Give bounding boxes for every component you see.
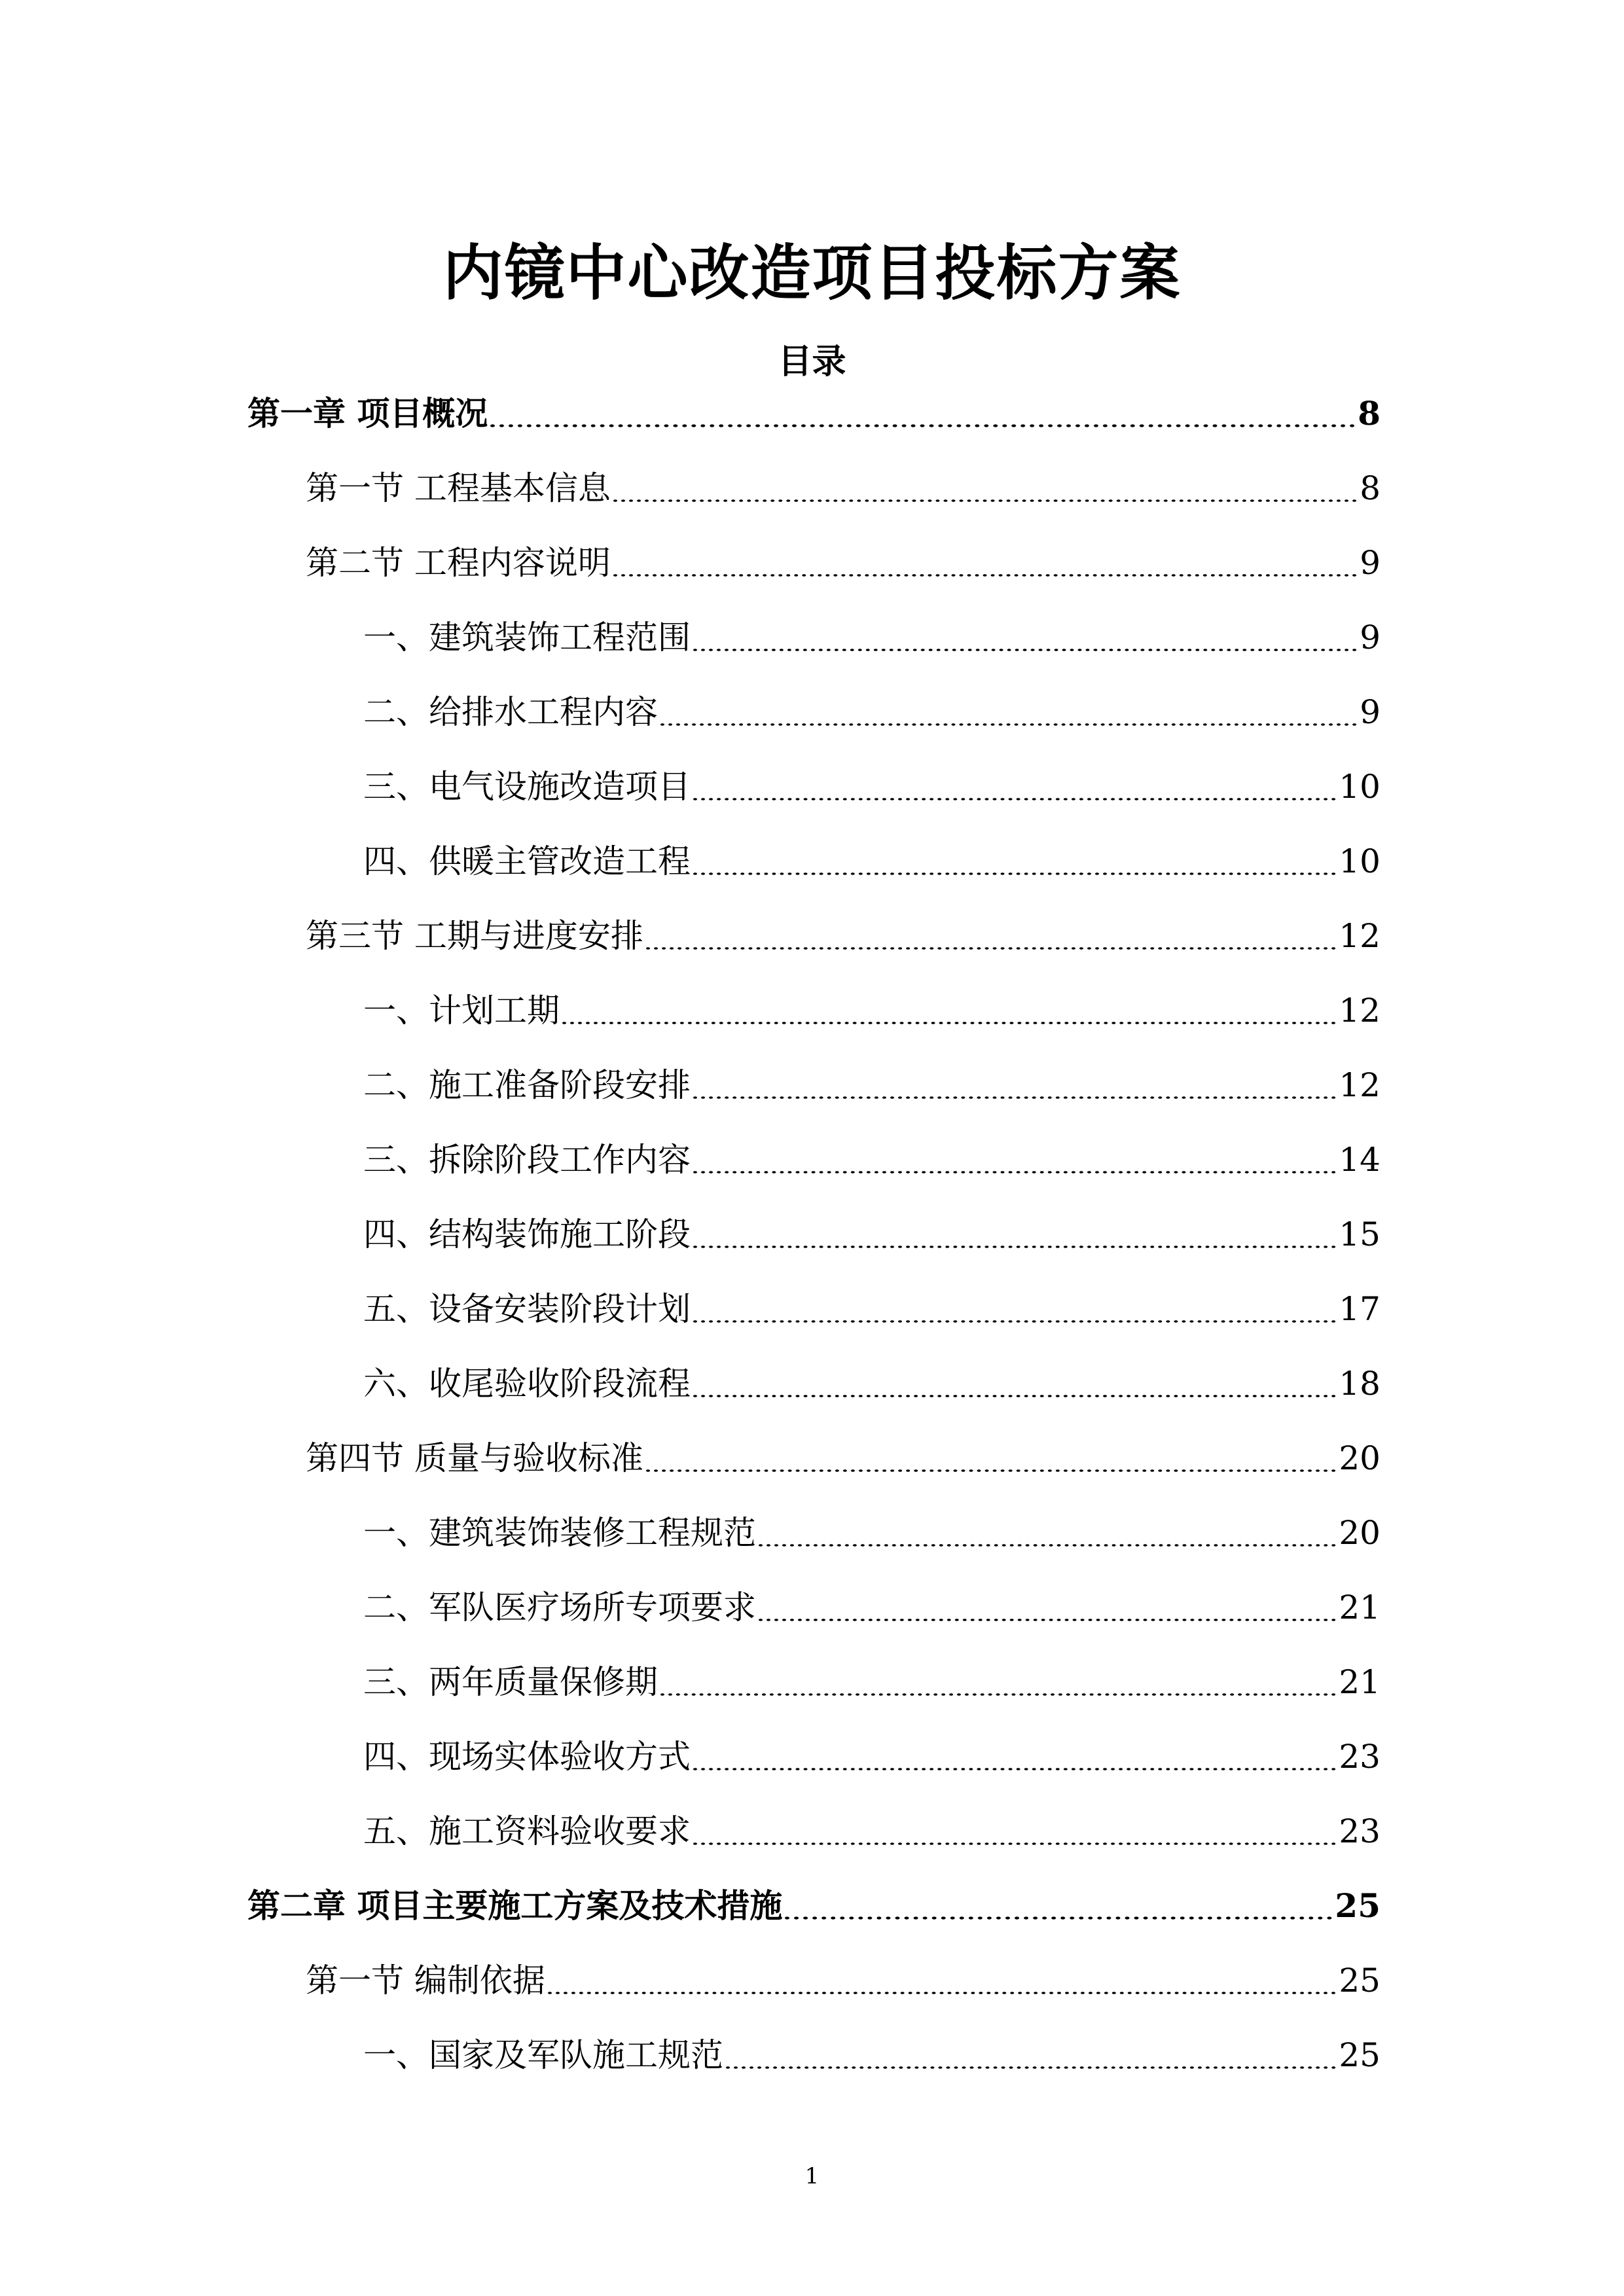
toc-dot-leader <box>693 649 1357 651</box>
toc-entry-page: 23 <box>1339 1738 1380 1776</box>
toc-entry-page: 12 <box>1339 992 1380 1030</box>
toc-entry-label: 一、计划工期 <box>363 992 560 1030</box>
toc-dot-leader <box>490 424 1355 427</box>
toc-dot-leader <box>548 1992 1336 1994</box>
toc-entry-section[interactable] <box>306 910 1380 962</box>
toc-entry-page: 20 <box>1339 1514 1380 1552</box>
toc-entry-label: 三、两年质量保修期 <box>363 1663 658 1701</box>
toc-entry-page: 8 <box>1358 394 1380 433</box>
toc-entry-label: 第一节 编制依据 <box>306 1962 545 2000</box>
toc-dot-leader <box>693 1395 1336 1397</box>
toc-entry-page: 17 <box>1339 1290 1380 1328</box>
toc-entry-item[interactable] <box>363 984 1380 1037</box>
toc-entry-item[interactable] <box>363 2029 1380 2081</box>
toc-dot-leader <box>693 1096 1336 1099</box>
toc-entry-label: 二、施工准备阶段安排 <box>363 1066 691 1104</box>
toc-heading: 目录 <box>778 342 846 382</box>
toc-entry-label: 第四节 质量与验收标准 <box>306 1439 643 1477</box>
toc-entry-page: 25 <box>1339 2036 1380 2074</box>
toc-entry-label: 五、设备安装阶段计划 <box>363 1290 691 1328</box>
toc-entry-item[interactable] <box>363 1134 1380 1186</box>
toc-entry-page: 9 <box>1360 544 1380 582</box>
toc-entry-page: 9 <box>1360 619 1380 656</box>
toc-entry-label: 第三节 工期与进度安排 <box>306 917 643 955</box>
toc-entry-label: 第二节 工程内容说明 <box>306 544 611 582</box>
toc-dot-leader <box>759 1619 1336 1621</box>
toc-dot-leader <box>646 1469 1336 1472</box>
toc-entry-page: 21 <box>1339 1588 1380 1626</box>
toc-entry-item[interactable] <box>363 1357 1380 1410</box>
toc-dot-leader <box>693 1171 1336 1174</box>
toc-entry-item[interactable] <box>363 1208 1380 1261</box>
toc-entry-section[interactable] <box>306 462 1380 514</box>
toc-entry-item[interactable] <box>363 1283 1380 1335</box>
toc-entry-label: 四、结构装饰施工阶段 <box>363 1215 691 1253</box>
toc-entry-label: 一、建筑装饰装修工程规范 <box>363 1514 756 1552</box>
toc-entry-item[interactable] <box>363 686 1380 738</box>
toc-entry-page: 23 <box>1339 1812 1380 1850</box>
toc-entry-page: 21 <box>1339 1663 1380 1701</box>
toc-entry-label: 四、供暖主管改造工程 <box>363 842 691 880</box>
toc-entry-page: 10 <box>1339 768 1380 806</box>
toc-entry-label: 二、军队医疗场所专项要求 <box>363 1588 756 1626</box>
toc-entry-label: 三、电气设施改造项目 <box>363 768 691 806</box>
toc-entry-item[interactable] <box>363 835 1380 888</box>
toc-dot-leader <box>693 1768 1336 1770</box>
toc-entry-item[interactable] <box>363 761 1380 813</box>
toc-entry-item[interactable] <box>363 1805 1380 1857</box>
toc-dot-leader <box>693 798 1336 800</box>
toc-entry-page: 14 <box>1339 1141 1380 1179</box>
toc-entry-label: 第一章 项目概况 <box>247 394 488 433</box>
toc-entry-page: 25 <box>1339 1962 1380 2000</box>
toc-entry-item[interactable] <box>363 1581 1380 1634</box>
toc-entry-label: 五、施工资料验收要求 <box>363 1812 691 1850</box>
toc-entry-item[interactable] <box>363 1656 1380 1708</box>
toc-entry-label: 一、国家及军队施工规范 <box>363 2036 723 2074</box>
toc-entry-item[interactable] <box>363 1059 1380 1111</box>
toc-dot-leader <box>759 1544 1336 1547</box>
toc-entry-section[interactable] <box>306 537 1380 589</box>
toc-entry-page: 8 <box>1360 469 1380 507</box>
toc-entry-page: 15 <box>1339 1215 1380 1253</box>
toc-dot-leader <box>693 1320 1336 1323</box>
toc-dot-leader <box>693 1842 1336 1845</box>
toc-dot-leader <box>660 1693 1336 1696</box>
toc-entry-label: 三、拆除阶段工作内容 <box>363 1141 691 1179</box>
page-number: 1 <box>804 2163 820 2189</box>
toc-entry-label: 第二章 项目主要施工方案及技术措施 <box>247 1886 783 1925</box>
toc-entry-item[interactable] <box>363 1731 1380 1783</box>
toc-dot-leader <box>785 1916 1332 1919</box>
toc-entry-page: 10 <box>1339 842 1380 880</box>
toc-dot-leader <box>646 947 1336 950</box>
toc-entry-page: 25 <box>1335 1886 1380 1925</box>
toc-entry-page: 12 <box>1339 917 1380 955</box>
toc-entry-page: 12 <box>1339 1066 1380 1104</box>
toc-entry-page: 9 <box>1360 693 1380 731</box>
toc-entry-item[interactable] <box>363 611 1380 664</box>
toc-entry-page: 20 <box>1339 1439 1380 1477</box>
toc-dot-leader <box>660 723 1357 726</box>
document-title: 内镜中心改造项目投标方案 <box>442 237 1182 308</box>
toc-entry-label: 四、现场实体验收方式 <box>363 1738 691 1776</box>
toc-dot-leader <box>693 872 1336 875</box>
toc-dot-leader <box>613 574 1357 577</box>
toc-entry-label: 六、收尾验收阶段流程 <box>363 1365 691 1403</box>
toc-entry-label: 一、建筑装饰工程范围 <box>363 619 691 656</box>
toc-entry-chapter-1[interactable] <box>247 387 1380 440</box>
toc-dot-leader <box>726 2066 1336 2069</box>
toc-entry-page: 18 <box>1339 1365 1380 1403</box>
toc-entry-label: 第一节 工程基本信息 <box>306 469 611 507</box>
toc-entry-chapter-2[interactable] <box>247 1880 1380 1932</box>
toc-dot-leader <box>693 1246 1336 1248</box>
toc-dot-leader <box>613 499 1357 502</box>
toc-dot-leader <box>562 1022 1336 1024</box>
toc-entry-section[interactable] <box>306 1954 1380 2007</box>
toc-entry-section[interactable] <box>306 1432 1380 1484</box>
toc-entry-item[interactable] <box>363 1507 1380 1559</box>
toc-entry-label: 二、给排水工程内容 <box>363 693 658 731</box>
